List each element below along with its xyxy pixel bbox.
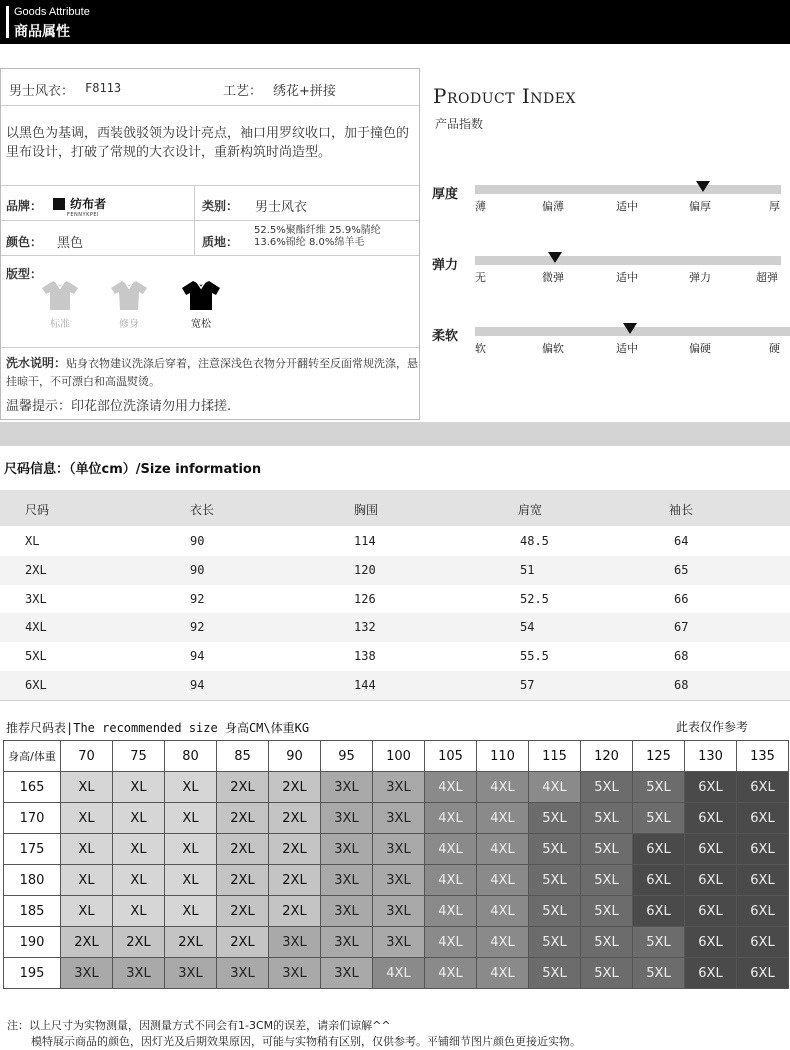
grid-size-cell: 5XL xyxy=(633,803,685,834)
craft-label: 工艺： xyxy=(223,84,263,99)
grid-size-cell: 2XL xyxy=(269,834,321,865)
grid-size-cell: 2XL xyxy=(269,865,321,896)
grid-height-header: 185 xyxy=(4,896,61,927)
grid-size-cell: 2XL xyxy=(269,772,321,803)
grid-size-cell: 4XL xyxy=(425,896,477,927)
grid-size-cell: 5XL xyxy=(581,927,633,958)
size-column-header: 尺码 xyxy=(25,503,50,517)
grid-size-cell: 5XL xyxy=(581,834,633,865)
grid-weight-header: 130 xyxy=(685,741,737,772)
product-description: 以黑色为基调，西装戗驳领为设计亮点，袖口用罗纹收口，加于撞色的里布设计，打破了常规的大衣设计，重新构筑时尚造型。 xyxy=(6,126,410,160)
index-tick: 弹力 xyxy=(689,271,711,284)
index-tick: 无 xyxy=(475,271,486,284)
grid-size-cell: 3XL xyxy=(373,896,425,927)
recommend-size-grid xyxy=(3,740,789,989)
grid-size-cell: 5XL xyxy=(529,803,581,834)
grid-size-cell: 6XL xyxy=(737,834,789,865)
header-marker xyxy=(6,6,9,38)
grid-size-cell: 5XL xyxy=(529,927,581,958)
grid-size-cell: 6XL xyxy=(737,927,789,958)
grid-size-cell: 2XL xyxy=(61,927,113,958)
material-line-2: 13.6%锦纶 8.0%绵羊毛 xyxy=(254,237,365,248)
grid-size-cell: 4XL xyxy=(425,927,477,958)
wash-text: 贴身衣物建议洗涤后穿着，注意深浅色衣物分开翻转至反面常规洗涤，悬挂晾干，不可漂白和高温熨烫。 xyxy=(6,357,419,388)
size-table-cell: 57 xyxy=(520,678,535,692)
size-table-cell: XL xyxy=(25,534,40,548)
size-table-cell: 52.5 xyxy=(520,591,549,606)
grid-weight-header: 110 xyxy=(477,741,529,772)
category-label: 类别： xyxy=(202,199,239,213)
grid-size-cell: 4XL xyxy=(477,896,529,927)
grid-size-cell: 3XL xyxy=(269,958,321,989)
size-column-header: 肩宽 xyxy=(518,503,543,517)
size-table-cell: 68 xyxy=(674,678,689,692)
size-table-cell: 3XL xyxy=(25,591,47,606)
grid-size-cell: 3XL xyxy=(321,834,373,865)
grid-row xyxy=(4,896,789,927)
grid-size-cell: 4XL xyxy=(373,958,425,989)
care-tip: 温馨提示：印花部位洗涤请勿用力揉搓. xyxy=(6,399,232,414)
index-tick: 软 xyxy=(475,342,486,355)
grid-size-cell: 2XL xyxy=(217,803,269,834)
grid-row xyxy=(4,803,789,834)
grid-size-cell: 4XL xyxy=(477,958,529,989)
grid-size-cell: 6XL xyxy=(633,865,685,896)
grid-weight-header: 70 xyxy=(61,741,113,772)
grid-height-header: 190 xyxy=(4,927,61,958)
index-label: 厚度 xyxy=(432,187,459,202)
grid-size-cell: 4XL xyxy=(425,834,477,865)
size-info-title: 尺码信息：（单位cm）/Size information xyxy=(4,462,262,477)
grid-size-cell: 2XL xyxy=(217,772,269,803)
grid-row xyxy=(4,834,789,865)
grid-size-cell: 6XL xyxy=(633,896,685,927)
grid-weight-header: 135 xyxy=(737,741,789,772)
product-index-title: Product Index xyxy=(433,84,576,108)
index-label: 柔软 xyxy=(432,329,459,344)
grid-weight-header: 90 xyxy=(269,741,321,772)
index-tick: 适中 xyxy=(616,200,638,213)
grid-size-cell: 6XL xyxy=(737,896,789,927)
grid-size-cell: 6XL xyxy=(737,958,789,989)
size-table-cell: 48.5 xyxy=(520,534,549,548)
index-tick: 偏厚 xyxy=(689,200,711,213)
index-tick: 适中 xyxy=(616,271,638,284)
index-tick: 硬 xyxy=(769,342,780,355)
grid-size-cell: 5XL xyxy=(529,896,581,927)
grid-size-cell: 3XL xyxy=(321,958,373,989)
index-label: 弹力 xyxy=(432,258,459,273)
grid-size-cell: 4XL xyxy=(477,803,529,834)
grid-size-cell: 3XL xyxy=(217,958,269,989)
index-bar xyxy=(475,185,781,194)
style-code: F8113 xyxy=(85,81,122,95)
size-table-cell: 132 xyxy=(354,620,376,635)
size-table-header xyxy=(0,490,790,526)
fit-option-slim xyxy=(110,279,170,330)
grid-size-cell: 2XL xyxy=(217,927,269,958)
grid-size-cell: 4XL xyxy=(529,772,581,803)
fit-option-label: 标准 xyxy=(50,319,70,330)
grid-weight-header: 115 xyxy=(529,741,581,772)
grid-size-cell: 6XL xyxy=(685,772,737,803)
header-title-en: Goods Attribute xyxy=(14,6,90,18)
note-line-2: 模特展示商品的颜色，因灯光及后期效果原因，可能与实物稍有区别，仅供参考。平铺细节图片颜色更接近实物。 xyxy=(31,1035,581,1048)
grid-size-cell: 2XL xyxy=(217,865,269,896)
grid-size-cell: 5XL xyxy=(581,896,633,927)
grid-size-cell: 6XL xyxy=(633,834,685,865)
grid-size-cell: 4XL xyxy=(425,803,477,834)
grid-size-cell: 3XL xyxy=(165,958,217,989)
size-table-row xyxy=(0,642,790,671)
grid-weight-header: 105 xyxy=(425,741,477,772)
grid-height-header: 180 xyxy=(4,865,61,896)
size-table-cell: 51 xyxy=(520,562,535,577)
size-table-row xyxy=(0,613,790,642)
grid-size-cell: 5XL xyxy=(581,865,633,896)
fit-option-label: 修身 xyxy=(119,319,139,330)
index-tick: 厚 xyxy=(769,200,780,213)
grid-size-cell: XL xyxy=(165,865,217,896)
grid-corner-label: 身高/体重 xyxy=(4,741,61,772)
material-value xyxy=(254,225,381,249)
material-label: 质地： xyxy=(202,235,239,249)
grid-size-cell: XL xyxy=(113,834,165,865)
index-tick: 偏薄 xyxy=(542,200,564,213)
grid-size-cell: 4XL xyxy=(477,834,529,865)
size-table-cell: 90 xyxy=(190,534,205,548)
grid-size-cell: 3XL xyxy=(373,865,425,896)
size-table-cell: 6XL xyxy=(25,678,47,692)
index-marker-arrow xyxy=(696,181,710,192)
size-table-cell: 94 xyxy=(190,649,205,664)
grid-weight-header: 125 xyxy=(633,741,685,772)
grid-size-cell: XL xyxy=(165,772,217,803)
index-tick: 薄 xyxy=(475,200,486,213)
grid-size-cell: XL xyxy=(165,896,217,927)
grid-size-cell: 4XL xyxy=(425,865,477,896)
size-table-cell: 120 xyxy=(354,562,376,577)
size-table-row xyxy=(0,671,790,700)
size-table-cell: 4XL xyxy=(25,620,47,635)
grid-size-cell: 3XL xyxy=(373,927,425,958)
size-table-cell: 138 xyxy=(354,649,376,664)
grid-size-cell: 3XL xyxy=(373,772,425,803)
size-table-cell: 68 xyxy=(674,649,689,664)
grid-size-cell: 5XL xyxy=(633,772,685,803)
attribute-panel xyxy=(0,68,420,420)
product-index-subtitle: 产品指数 xyxy=(435,117,484,131)
separator-band xyxy=(0,422,790,446)
index-tick: 超弹 xyxy=(756,271,778,284)
grid-size-cell: 3XL xyxy=(113,958,165,989)
grid-height-header: 195 xyxy=(4,958,61,989)
grid-weight-header: 85 xyxy=(217,741,269,772)
grid-size-cell: 4XL xyxy=(425,958,477,989)
grid-size-cell: 6XL xyxy=(685,927,737,958)
grid-size-cell: XL xyxy=(165,834,217,865)
section-header xyxy=(0,0,790,44)
grid-size-cell: 2XL xyxy=(113,927,165,958)
size-table-row xyxy=(0,585,790,614)
grid-weight-header: 100 xyxy=(373,741,425,772)
index-tick: 适中 xyxy=(616,342,638,355)
size-column-header: 胸围 xyxy=(354,503,379,517)
grid-size-cell: XL xyxy=(61,896,113,927)
grid-size-cell: 6XL xyxy=(737,865,789,896)
craft-value: 绣花+拼接 xyxy=(273,84,336,99)
index-bar xyxy=(475,256,781,265)
grid-size-cell: 4XL xyxy=(477,865,529,896)
index-marker-arrow xyxy=(548,252,562,263)
grid-row xyxy=(4,958,789,989)
grid-size-cell: 3XL xyxy=(373,834,425,865)
index-tick: 微弹 xyxy=(542,271,564,284)
grid-size-cell: 2XL xyxy=(217,896,269,927)
size-table-cell: 2XL xyxy=(25,562,47,577)
fit-option-standard xyxy=(41,279,101,330)
grid-size-cell: 4XL xyxy=(477,772,529,803)
grid-size-cell: 5XL xyxy=(529,834,581,865)
grid-header-row xyxy=(4,741,789,772)
grid-size-cell: XL xyxy=(165,803,217,834)
index-row-elasticity xyxy=(432,251,790,291)
shirt-icon xyxy=(41,279,79,311)
grid-row xyxy=(4,772,789,803)
material-line-1: 52.5%聚酯纤维 25.9%腈纶 xyxy=(254,225,381,236)
grid-size-cell: 5XL xyxy=(581,803,633,834)
grid-size-cell: 6XL xyxy=(685,958,737,989)
size-table-cell: 92 xyxy=(190,591,205,606)
divider xyxy=(1,347,419,348)
wash-instructions xyxy=(6,354,418,391)
grid-size-cell: XL xyxy=(61,834,113,865)
size-column-header: 衣长 xyxy=(190,503,215,517)
category-value: 男士风衣 xyxy=(255,200,308,215)
grid-size-cell: 3XL xyxy=(321,896,373,927)
grid-size-cell: 2XL xyxy=(269,896,321,927)
grid-size-cell: XL xyxy=(113,865,165,896)
size-table-cell: 94 xyxy=(190,678,205,692)
size-column-header: 袖长 xyxy=(669,503,694,517)
size-table-cell: 55.5 xyxy=(520,649,549,664)
grid-size-cell: 2XL xyxy=(269,803,321,834)
grid-row xyxy=(4,927,789,958)
grid-size-cell: 5XL xyxy=(633,958,685,989)
grid-size-cell: 2XL xyxy=(165,927,217,958)
shirt-icon xyxy=(110,279,148,311)
grid-size-cell: XL xyxy=(61,772,113,803)
grid-height-header: 165 xyxy=(4,772,61,803)
index-row-thickness xyxy=(432,180,790,220)
size-table-row xyxy=(0,527,790,556)
size-table-cell: 126 xyxy=(354,591,376,606)
grid-size-cell: 5XL xyxy=(581,772,633,803)
size-table-cell: 54 xyxy=(520,620,535,635)
fit-option-label: 宽松 xyxy=(191,319,211,330)
divider xyxy=(1,105,419,106)
size-table-cell: 144 xyxy=(354,678,376,692)
brand-name: 纺布者 xyxy=(70,197,107,211)
grid-size-cell: 3XL xyxy=(321,865,373,896)
style-label: 男士风衣： xyxy=(9,84,75,99)
grid-size-cell: 6XL xyxy=(685,896,737,927)
grid-size-cell: 5XL xyxy=(529,958,581,989)
size-table-cell: 64 xyxy=(674,534,689,548)
size-table-cell: 67 xyxy=(674,620,689,635)
grid-size-cell: 5XL xyxy=(581,958,633,989)
grid-size-cell: 6XL xyxy=(737,803,789,834)
shirt-icon-selected xyxy=(182,279,220,311)
index-tick: 偏硬 xyxy=(689,342,711,355)
recommend-reference-note: 此表仅作参考 xyxy=(676,720,749,734)
divider xyxy=(1,185,419,186)
color-label: 颜色： xyxy=(6,235,43,249)
grid-height-header: 175 xyxy=(4,834,61,865)
fit-label: 版型： xyxy=(6,267,43,281)
size-table-cell: 92 xyxy=(190,620,205,635)
size-table-cell: 65 xyxy=(674,562,689,577)
grid-weight-header: 120 xyxy=(581,741,633,772)
divider xyxy=(1,255,419,256)
grid-size-cell: 2XL xyxy=(217,834,269,865)
grid-size-cell: 4XL xyxy=(425,772,477,803)
fit-option-loose xyxy=(182,279,242,330)
grid-weight-header: 75 xyxy=(113,741,165,772)
grid-size-cell: 6XL xyxy=(685,803,737,834)
size-table-cell: 66 xyxy=(674,591,689,606)
grid-size-cell: XL xyxy=(113,896,165,927)
wash-label: 洗水说明： xyxy=(6,356,67,370)
divider xyxy=(1,220,419,221)
index-row-softness xyxy=(432,322,790,362)
grid-size-cell: 5XL xyxy=(633,927,685,958)
brand-label: 品牌： xyxy=(6,199,43,213)
index-tick: 偏软 xyxy=(542,342,564,355)
brand-en: FENNYKPEI xyxy=(67,212,99,218)
grid-size-cell: 3XL xyxy=(321,927,373,958)
grid-size-cell: 3XL xyxy=(61,958,113,989)
size-table-row xyxy=(0,556,790,585)
grid-size-cell: XL xyxy=(61,803,113,834)
grid-size-cell: 3XL xyxy=(269,927,321,958)
grid-size-cell: 3XL xyxy=(373,803,425,834)
grid-size-cell: 6XL xyxy=(685,865,737,896)
grid-size-cell: 6XL xyxy=(737,772,789,803)
index-marker-arrow xyxy=(623,323,637,334)
grid-row xyxy=(4,865,789,896)
size-table-cell: 114 xyxy=(354,534,376,548)
note-line-1: 注：以上尺寸为实物测量，因测量方式不同会有1-3CM的误差，请亲们谅解^^ xyxy=(7,1019,391,1032)
header-title-cn: 商品属性 xyxy=(14,24,70,40)
grid-size-cell: 6XL xyxy=(685,834,737,865)
grid-size-cell: XL xyxy=(113,803,165,834)
grid-size-cell: 3XL xyxy=(321,772,373,803)
recommend-title: 推荐尺码表|The recommended size 身高CM\体重KG xyxy=(6,721,310,735)
grid-size-cell: 4XL xyxy=(477,927,529,958)
size-table-cell: 90 xyxy=(190,562,205,577)
grid-size-cell: XL xyxy=(61,865,113,896)
grid-size-cell: 3XL xyxy=(321,803,373,834)
grid-height-header: 170 xyxy=(4,803,61,834)
color-value: 黑色 xyxy=(57,236,84,251)
grid-weight-header: 80 xyxy=(165,741,217,772)
size-table-cell: 5XL xyxy=(25,649,47,664)
grid-size-cell: XL xyxy=(113,772,165,803)
divider xyxy=(0,700,790,701)
grid-weight-header: 95 xyxy=(321,741,373,772)
grid-size-cell: 5XL xyxy=(529,865,581,896)
brand-logo xyxy=(53,193,106,218)
